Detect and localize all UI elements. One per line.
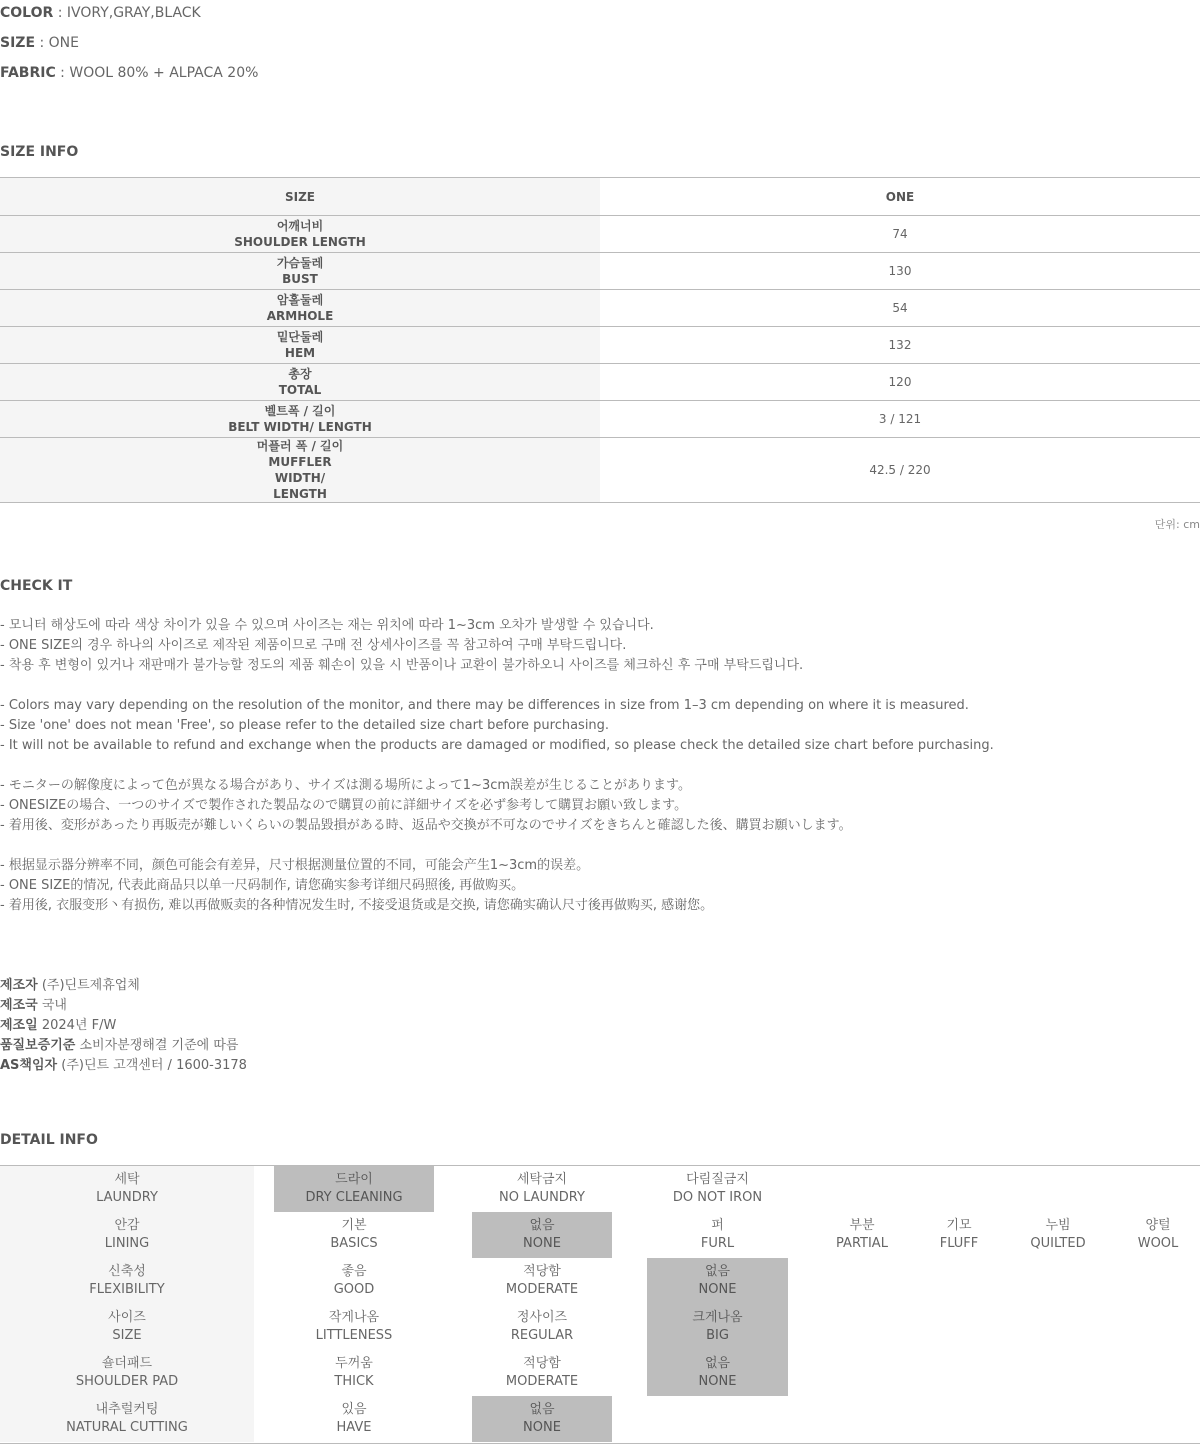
maker-value: (주)딘트 고객센터 / 1600-3178	[57, 1058, 247, 1073]
detail-row-label: 안감 LINING	[0, 1212, 254, 1258]
size-row-en: SHOULDER LENGTH	[234, 235, 366, 249]
size-row-value: 3 / 121	[600, 401, 1200, 438]
maker-line	[0, 1056, 247, 1076]
table-row	[0, 216, 1200, 253]
detail-option-selected: 없음 NONE	[472, 1396, 612, 1442]
detail-row-label: 내추럴커팅 NATURAL CUTTING	[0, 1396, 254, 1442]
size-row-value: 120	[600, 364, 1200, 401]
detail-option: 기모 FLUFF	[939, 1218, 979, 1251]
size-row-ko: 벨트폭 / 길이	[264, 404, 336, 418]
size-row-en: TOTAL	[278, 383, 322, 397]
size-row-value: 74	[600, 216, 1200, 253]
maker-value: 소비자분쟁해결 기준에 따름	[75, 1038, 239, 1053]
note-line: - ONE SIZE의 경우 하나의 사이즈로 제작된 제품이므로 구매 전 상세사이즈를 꼭 참고하여 구매 부탁드립니다.	[0, 638, 627, 653]
size-row-label	[0, 253, 600, 290]
table-row	[0, 438, 1200, 503]
maker-value: (주)딘트제휴업체	[37, 978, 140, 993]
detail-row-lining	[0, 1212, 1200, 1258]
maker-value: 국내	[37, 998, 67, 1013]
detail-option: 좋음 GOOD	[333, 1264, 375, 1297]
detail-row-shoulder-pad	[0, 1350, 1200, 1396]
note-line: - 着用後, 衣服变形丶有损伤, 难以再做贩卖的各种情况发生时, 不接受退货或是交换, 请您确实确认尺寸後再做购买, 感谢您。	[0, 898, 714, 913]
detail-option-selected: 크게나옴 BIG	[647, 1304, 788, 1350]
maker-line	[0, 1016, 247, 1036]
maker-line	[0, 976, 247, 996]
detail-row-natural-cutting	[0, 1396, 1200, 1442]
maker-label: 제조일	[0, 1018, 38, 1033]
spec-color-label: COLOR	[0, 5, 54, 21]
detail-option: 적당함 MODERATE	[505, 1264, 579, 1297]
spec-fabric	[0, 65, 258, 81]
size-row-en: ARMHOLE	[266, 309, 334, 323]
size-row-en: WIDTH/	[274, 471, 326, 485]
size-row-en: MUFFLER	[268, 455, 332, 469]
detail-option-selected: 드라이 DRY CLEANING	[274, 1166, 434, 1212]
detail-row-size	[0, 1304, 1200, 1350]
notes-korean	[0, 616, 803, 676]
note-line: - ONE SIZE的情况, 代表此商品只以单一尺码制作, 请您确实参考详细尺码照後, 再做购买。	[0, 878, 525, 893]
detail-option: 작게나옴 LITTLENESS	[315, 1310, 393, 1343]
spec-size-value: : ONE	[35, 35, 79, 51]
note-line: - Colors may vary depending on the resolution of the monitor, and there may be differences in size from 1–3 cm depending on where it is measured.	[0, 698, 969, 713]
detail-option-selected: 없음 NONE	[647, 1258, 788, 1304]
size-row-ko: 머플러 폭 / 길이	[256, 439, 344, 453]
size-row-ko: 총장	[288, 367, 312, 381]
maker-value: 2024년 F/W	[37, 1018, 117, 1033]
note-line: - Size 'one' does not mean 'Free', so please refer to the detailed size chart before purchasing.	[0, 718, 610, 733]
notes-japanese	[0, 776, 852, 836]
table-row	[0, 364, 1200, 401]
detail-option-selected: 없음 NONE	[647, 1350, 788, 1396]
detail-grid	[0, 1165, 1200, 1444]
detail-row-label: 신축성 FLEXIBILITY	[0, 1258, 254, 1304]
spec-fabric-label: FABRIC	[0, 65, 56, 81]
size-row-label	[0, 216, 600, 253]
detail-option: 두꺼움 THICK	[334, 1356, 374, 1389]
spec-size	[0, 35, 79, 51]
size-row-value: 42.5 / 220	[600, 438, 1200, 503]
size-row-ko: 밑단둘레	[276, 330, 324, 344]
maker-label: 제조국	[0, 998, 38, 1013]
size-row-value: 54	[600, 290, 1200, 327]
detail-option: 정사이즈 REGULAR	[510, 1310, 574, 1343]
detail-option: 다림질금지 DO NOT IRON	[672, 1172, 763, 1205]
spec-color	[0, 5, 201, 21]
size-row-label	[0, 401, 600, 438]
detail-option: 양털 WOOL	[1137, 1218, 1179, 1251]
size-row-en: HEM	[284, 346, 316, 360]
table-row	[0, 401, 1200, 438]
detail-option: 퍼 FURL	[700, 1218, 735, 1251]
detail-row-label: 사이즈 SIZE	[0, 1304, 254, 1350]
note-line: - It will not be available to refund and exchange when the products are damaged or modified, so please check the detailed size chart before purchasing.	[0, 738, 994, 753]
detail-option: 기본 BASICS	[330, 1218, 378, 1251]
size-row-ko: 암홀둘레	[276, 293, 324, 307]
size-header-value: ONE	[600, 178, 1200, 216]
maker-label: 제조자	[0, 978, 38, 993]
size-row-label	[0, 438, 600, 503]
check-it-title: CHECK IT	[0, 578, 73, 594]
detail-option: 세탁금지 NO LAUNDRY	[499, 1172, 585, 1205]
spec-fabric-value: : WOOL 80% + ALPACA 20%	[55, 65, 259, 81]
table-row	[0, 253, 1200, 290]
detail-option: 적당함 MODERATE	[505, 1356, 579, 1389]
table-row	[0, 327, 1200, 364]
size-row-ko: 어깨너비	[276, 219, 324, 233]
maker-label: AS책임자	[0, 1058, 58, 1073]
detail-row-laundry	[0, 1166, 1200, 1212]
size-row-en: BELT WIDTH/ LENGTH	[228, 420, 372, 434]
size-unit: 단위: cm	[1154, 518, 1200, 531]
detail-option: 부분 PARTIAL	[836, 1218, 888, 1251]
detail-option: 누빔 QUILTED	[1030, 1218, 1086, 1251]
detail-row-label: 숄더패드 SHOULDER PAD	[0, 1350, 254, 1396]
size-header-label: SIZE	[0, 178, 600, 216]
maker-line	[0, 1036, 247, 1056]
size-row-en: LENGTH	[273, 487, 327, 501]
size-row-value: 130	[600, 253, 1200, 290]
size-row-en: BUST	[282, 272, 318, 286]
notes-english	[0, 696, 994, 756]
size-row-ko: 가슴둘레	[276, 256, 324, 270]
table-row	[0, 290, 1200, 327]
size-table	[0, 177, 1200, 503]
size-table-header	[0, 178, 1200, 216]
size-row-label	[0, 327, 600, 364]
spec-size-label: SIZE	[0, 35, 36, 51]
note-line: - 根据显示器分辨率不同，颜色可能会有差异，尺寸根据测量位置的不同，可能会产生1~3cm的误差。	[0, 858, 590, 873]
size-info-title: SIZE INFO	[0, 144, 79, 160]
detail-row-flexibility	[0, 1258, 1200, 1304]
detail-info-title: DETAIL INFO	[0, 1132, 98, 1148]
maker-line	[0, 996, 247, 1016]
maker-label: 품질보증기준	[0, 1038, 76, 1053]
size-row-label	[0, 290, 600, 327]
size-row-label	[0, 364, 600, 401]
size-row-value: 132	[600, 327, 1200, 364]
note-line: - 모니터 해상도에 따라 색상 차이가 있을 수 있으며 사이즈는 재는 위치에 따라 1~3cm 오차가 발생할 수 있습니다.	[0, 618, 654, 633]
detail-option-selected: 없음 NONE	[472, 1212, 612, 1258]
note-line: - モニターの解像度によって色が異なる場合があり、サイズは測る場所によって1~3cm誤差が生じることがあります。	[0, 778, 691, 793]
notes-chinese	[0, 856, 713, 916]
detail-option: 있음 HAVE	[336, 1402, 372, 1435]
detail-row-label: 세탁 LAUNDRY	[0, 1166, 254, 1212]
maker-info	[0, 976, 247, 1076]
note-line: - 착용 후 변형이 있거나 재판매가 불가능할 정도의 제품 훼손이 있을 시 반품이나 교환이 불가하오니 사이즈를 체크하신 후 구매 부탁드립니다.	[0, 658, 804, 673]
note-line: - ONESIZEの場合、一つのサイズで製作された製品なので購買の前に詳細サイズを必ず参考して購買お願い致します。	[0, 798, 688, 813]
note-line: - 着用後、変形があったり再販売が難しいくらいの製品毀損がある時、返品や交換が不可なのでサイズをきちんと確認した後、購買お願いします。	[0, 818, 852, 833]
spec-color-value: : IVORY,GRAY,BLACK	[53, 5, 201, 21]
